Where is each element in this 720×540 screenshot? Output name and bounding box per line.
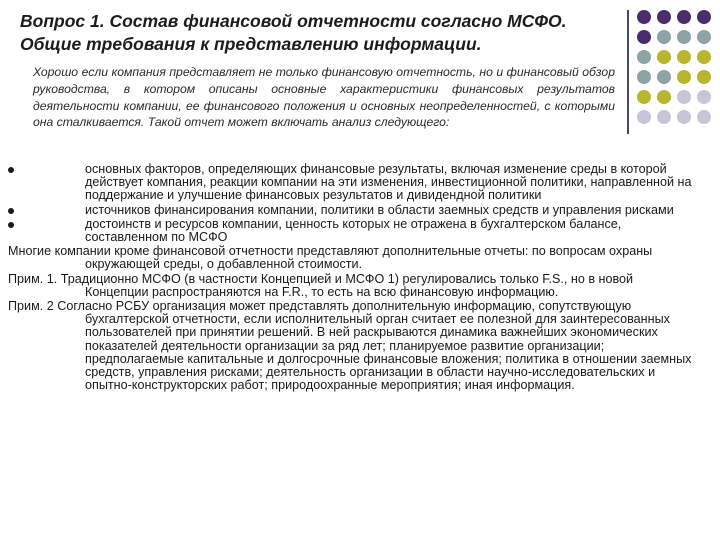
paragraph-note-1: Прим. 1. Традиционно МСФО (в частности Концепцией и МСФО 1) регулировались только F.S., но в новой Концепции распространяются на F.R., то есть на всю финансовую информацию. bbox=[8, 271, 634, 299]
decorative-dot bbox=[697, 110, 711, 124]
decorative-dot bbox=[677, 70, 691, 84]
decorative-dot bbox=[677, 10, 691, 24]
decorative-dot bbox=[677, 110, 691, 124]
bullet-item bbox=[8, 218, 698, 244]
decorative-dot bbox=[637, 90, 651, 104]
decorative-dot bbox=[677, 30, 691, 44]
intro-paragraph: Хорошо если компания представляет не только финансовую отчетность, но и финансовый обзор руководства, в котором описаны основные характеристики финансовых результатов деятельности компании, ее финансового положения и основных неопределенностей, с которыми она сталкивается. Такой отчет может включать анализ следующего: bbox=[33, 65, 615, 130]
slide-title bbox=[20, 10, 620, 56]
decorative-dot bbox=[697, 10, 711, 24]
bullet-text: основных факторов, определяющих финансовые результаты, включая изменение среды в которой действует компания, реакции компании на эти изменения, инвестиционной политики, направленной на поддержание и улучшение финансовых результатов и дивидендной политики bbox=[85, 162, 692, 203]
decorative-dot bbox=[677, 50, 691, 64]
decorative-dot bbox=[657, 50, 671, 64]
decorative-dot bbox=[637, 110, 651, 124]
paragraph-note-2: Прим. 2 Согласно РСБУ организация может представлять дополнительную информацию, сопутствующую бухгалтерской отчетности, если исполнительный орган считает ее полезной для заинтересованных пользователей при принятии решений. В ней раскрываются динамика важнейших экономических показателей деятельности организации за ряд лет; планируемое развитие организации; предполагаемые капитальные и долгосрочные финансовые вложения; политика в отношении заемных средств, управления рисками; деятельность организации в области научно-исследовательских и опытно-конструкторских работ; природоохранные мероприятия; иная информация. bbox=[8, 299, 692, 393]
decorative-dot bbox=[657, 110, 671, 124]
paragraph-additional-reports: Многие компании кроме финансовой отчетности представляют дополнительные отчеты: по вопросам охраны окружающей среды, о добавленной стоимости. bbox=[8, 244, 653, 272]
decorative-dot bbox=[657, 30, 671, 44]
main-content bbox=[8, 163, 698, 393]
bullet-dot-icon bbox=[8, 167, 14, 173]
decorative-dot bbox=[657, 70, 671, 84]
decorative-dot bbox=[637, 70, 651, 84]
decorative-dot bbox=[637, 10, 651, 24]
bullet-item bbox=[8, 204, 698, 217]
decorative-dot bbox=[697, 90, 711, 104]
bullet-dot-icon bbox=[8, 222, 14, 228]
bullet-text: достоинств и ресурсов компании, ценность которых не отражена в бухгалтерском балансе, составленном по МСФО bbox=[85, 216, 622, 245]
decorative-dot bbox=[697, 70, 711, 84]
title-line-1: Вопрос 1. Состав финансовой отчетности согласно МСФО. bbox=[20, 11, 567, 31]
decorative-dot bbox=[677, 90, 691, 104]
bullet-dot-icon bbox=[8, 208, 14, 214]
decorative-dot bbox=[637, 50, 651, 64]
decorative-dot bbox=[657, 90, 671, 104]
title-line-2: Общие требования к представлению информации. bbox=[20, 34, 482, 54]
decorative-dot bbox=[657, 10, 671, 24]
decorative-dot bbox=[697, 50, 711, 64]
bullet-text: источников финансирования компании, политики в области заемных средств и управления рисками bbox=[85, 202, 674, 217]
decorative-dot bbox=[637, 30, 651, 44]
vertical-divider bbox=[627, 10, 629, 134]
bullet-item bbox=[8, 163, 698, 203]
decorative-dot bbox=[697, 30, 711, 44]
